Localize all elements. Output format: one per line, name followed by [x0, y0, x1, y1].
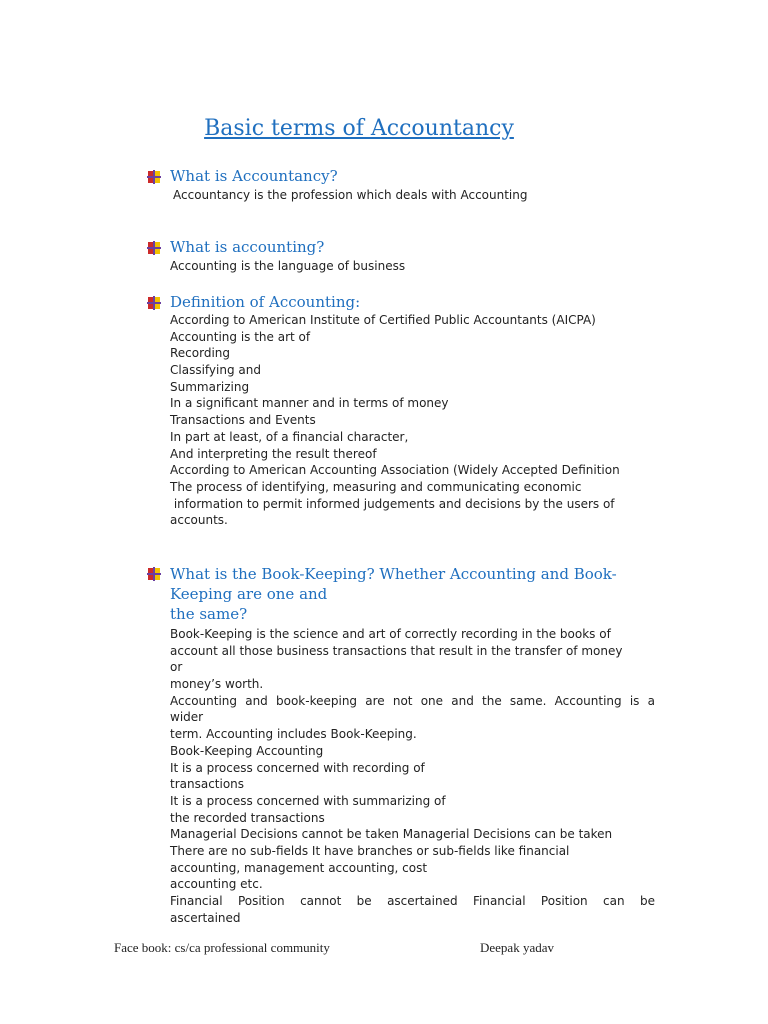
body-line: ascertained	[170, 910, 241, 925]
body-line: In part at least, of a financial character,	[170, 429, 409, 444]
body-line: According to American Institute of Certified Public Accountants (AICPA)	[170, 313, 596, 327]
body-line: In a significant manner and in terms of money	[170, 396, 449, 411]
body-line: Transactions and Events	[170, 413, 316, 428]
heading-line: the same?	[170, 605, 248, 623]
bullet-icon	[146, 169, 162, 185]
bullet-icon	[146, 295, 162, 311]
section-heading-accounting: What is accounting?	[170, 238, 325, 256]
page-title-text: Basic terms of Accountancy	[204, 116, 514, 141]
body-line: It is a process concerned with recording of	[170, 760, 425, 775]
body-line: According to American Accounting Association (Widely Accepted Definition	[170, 463, 620, 478]
body-line: Summarizing	[170, 379, 250, 394]
body-line: The process of identifying, measuring and communicating economic	[170, 479, 582, 494]
body-line: It is a process concerned with summarizing of	[170, 793, 446, 808]
section-body-accountancy	[173, 187, 527, 204]
body-line: Recording	[170, 346, 231, 361]
section-body-bookkeeping	[170, 626, 655, 926]
body-line: accounting, management accounting, cost	[170, 860, 428, 875]
section-body-accounting	[170, 258, 405, 275]
body-line: the recorded transactions	[170, 810, 325, 825]
body-line: accounting etc.	[170, 877, 263, 892]
body-line: transactions	[170, 777, 245, 792]
body-line: Accountancy is the profession which deals with Accounting	[173, 188, 528, 202]
heading-line: What is the Book-Keeping? Whether Accounting and Book-	[170, 565, 617, 583]
page-title	[0, 112, 768, 146]
section-heading-accountancy: What is Accountancy?	[170, 167, 338, 185]
body-line: Book-Keeping Accounting	[170, 743, 324, 758]
body-line: or	[170, 660, 183, 675]
bullet-icon	[146, 566, 162, 582]
body-line: And interpreting the result thereof	[170, 446, 377, 461]
body-line: Managerial Decisions cannot be taken Managerial Decisions can be taken	[170, 827, 613, 842]
footer-left: Face book: cs/ca professional community	[114, 940, 330, 955]
section-heading-definition: Definition of Accounting:	[170, 293, 361, 311]
body-line: Accounting is the art of	[170, 329, 311, 344]
body-line: account all those business transactions that result in the transfer of money	[170, 643, 623, 658]
body-line: Financial Position cannot be ascertained Financial Position can be	[170, 894, 655, 908]
body-line: wider	[170, 710, 204, 725]
body-line: accounts.	[170, 513, 228, 528]
body-line: Accounting is the language of business	[170, 259, 406, 273]
body-line: information to permit informed judgements and decisions by the users of	[170, 496, 615, 511]
body-line: Accounting and book-keeping are not one and the same. Accounting is a	[170, 693, 655, 708]
body-line: Book-Keeping is the science and art of correctly recording in the books of	[170, 627, 611, 641]
body-line: There are no sub-fields It have branches or sub-fields like financial	[170, 843, 570, 858]
footer-right: Deepak yadav	[480, 940, 554, 955]
heading-line: Keeping are one and	[170, 585, 328, 603]
section-body-definition	[170, 312, 620, 529]
body-line: Classifying and	[170, 363, 261, 378]
body-line: term. Accounting includes Book-Keeping.	[170, 727, 417, 742]
bullet-icon	[146, 240, 162, 256]
body-line: money’s worth.	[170, 677, 264, 692]
section-heading-bookkeeping	[170, 564, 617, 624]
